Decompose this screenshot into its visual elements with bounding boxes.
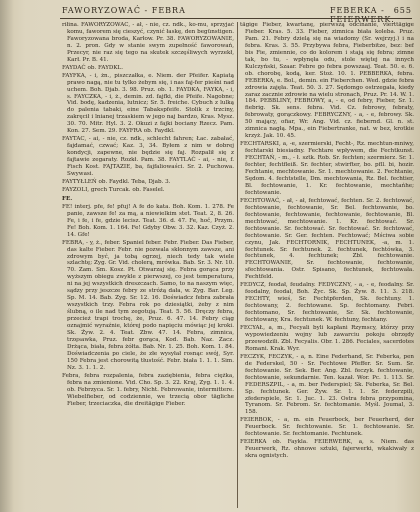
dictionary-entry: FAYDAĆ ob. FAYDKL. (62, 64, 124, 71)
dictionary-entry: FECZYK, FECZYK, - a, n. Eine Federhand, Sr. Feberka, pen de Federskel, 50 - Sr. Fechtowe Pfeffer. Sr. Sum. Sr. fechtowanie. Sr. Sek. Ber. Ang. Zbl. feczyk. fechtowanie, fechtowanie, sekundarnie. Ten. kazał. Wor. Pc. 1. 113. Sr. FEDERSZPIL, - a, m. ber Federspiel; Sk. Feberka, Sr. Bel. Sp. fechtunek. Ger. Żyw. Sr. 1. 1. Sr. federzpili, zfederspiele, Sr. 1. Juc. 1. 23. Ostra febra przypomina, Tyranom. Sr. Febrom. Sr. fechtomanie. Myśl. Joumal, 3. 158. (240, 353, 414, 416)
dictionary-entry: FECYAŁ, a, m., Fecyali byli kapłani Rzymscy, którzy przy wypowiedzeniu wojny lub zawarciu pokoju obrzędy przewodzili. Zbl. Fecyalis. Obr. 1. 286. Feciales, sacerdotes Romani. Krak. Wyr. (240, 324, 414, 352)
binding-gutter-shadow (0, 0, 14, 512)
dictionary-entry: FEIERKA ob. Faykla. FEIERWERK, a, s. Niem. das Feuerwerk, Rz. ohnowe sztuki, fajerwerki, wkakiwały z skra ognistych. (240, 439, 414, 460)
left-column (62, 22, 234, 508)
dictionary-entry: FE! interj. pfe, fe! pfuj! A fe do kata. Boh. Kom. 1. 278. Fe panie, zawsze fe! za mą, a niewielkim stet. Teat. 2, 8. 26. Fe, i fe, i fe, gdzie lecisz. Teat. 36. d. 47. Fe, hoč, Przym. Fe! Boh. Kom. 1. 164. Fe! Gdyby Obw. 3. 32. Kaz. Czyż. 2. 14. Gfe! (62, 203, 234, 238)
header-rule (60, 18, 412, 19)
dictionary-entry: FECHTOWAĆ, - ał, - ał, fechtować, fechten. Sr. 2. fechtować, fechtowanie, fechtowanie, Sr. Bel. fechtowanie, bo. fechtowanie, fechtowanie, fechtowanie, fechtowanie, Bl. mechtować, mechtowanie. 1. Kr. fechtować. Sr. fechtowanie. Sr. fechtować. Sr. fechtować. Sr. fechtować, fechtowanie. Sr. Ger. fechten. Fechtować; Mściwa sobie czynu, Jak. FECHTORNIK, FECHTUNEK, -a, m. 1. fechtunek. Sr. fechtunek. 2. fechtunek, fechtówka, 3. fechtunek, 4. fechtunek; Zbl. fechtowanie. FECHTOWANIE, Sr. fechtowanie, fechtowanie, sfechtowania. Ostr. Spisano, fechtunek, fechtowała. Fechtfeld. (240, 197, 414, 281)
page-number: 655 (393, 6, 412, 15)
dictionary-entry: FAYTYŁLEŃ ob. Faydkl. Teba, Djab. 3. (62, 178, 171, 185)
dictionary-entry: riłina. FAWORYZOWAĆ, - ał, - nie, cz. ndk., ko-mu, sprzyjać komu, faworem się cieszyć, czynić łaskę, den begünstigen. Faworyzowana broda, Karłow. Pr. 38. FAWORYZOWANIE, n. 2. pron. Gdy w stanie swym zupełność faworowań, Przecyr, nie raz się tego na skutek szczęśliwych wyrzekł, Karł. Pr. B. 41. (62, 22, 234, 63)
right-column (240, 22, 414, 508)
dictionary-entry: FAYFKA, - i, żn., piszczałka, e. Niem. der Pfeifer. Kapiatą prawo nagą, nie tu tylko żebym się, i nas faj-fer pieśni nad uchem. Boh. Djab. 3. 98. Pruz. ob. 1. FAYDKA, FAYKA, - i, s. FAYCZKA, - i, ż., demin. zd. fajfki, die Pfeife. Nagobne; Vid. bodę, kadzenia, lutnicz; Sr. 5. freiche. Cybuch z lulką do palenia tabaki, eine Tabakspfeife. Stolik z trzciny, zakręcił i lnianej trzaskiem w jego naj bardzo, Kras. Mysz. 30. 70. Mitr. Hyl. 3. 2. Okuzi z fajki bociany Rzecz. Pam. Kon. 27. Sem. 29. FAYFRA ob. Faydkl. (62, 72, 234, 135)
dictionary-entry: FEIERBOK, - a, m. ein Feuerbock, ber Feuerherd, der Feuerbock. Sr. fechtowanie. Sr. 1. fechtowanie. Sr. fechtowanie. Sr. fechtomanie. Fechtunek. (240, 417, 414, 438)
dictionary-entry: tägige Fieber, kwartanę, pierwszą odcinanie, vierttägige Fieber. Kras. 5. 33. Fieber, zimnica biała koleba. Pruz. Pam. 21. Febry dzielą się na wiadomy (Sr. wejrzyj.) i na febra. Kras. 3. 55. Przybywa febra, Fieberbitze, bez: bef bis Fie, zmiennie, co do kolorem i stają się febra; zimne tak, bo tu, - wpłynęła odu, stole więtej na innych Kulczyński, Szaar. Febre go febra powszaaj. Teat. 50. e. 6. ob. chorobę, kodą, ker. Stoż. 10. 1. PEBBERKA, febra. FEBERKA, e. Bol., demin. ein Fieberchen. Wed. gdzie febra zdrowia zajęła. Teat. 50. 3. 27. Sędomgo ostrzegała, kiedy zaraz zacznie zdrowie na wielu stronach, Pruz. Pr. 14. W. 1. 184. PEBBLINY, FEBROWY, a, - e, od febry, Fieber, Sr. 1. fiebrig. Sk. sens. febra. Vid. Cz. febrowy, febraty, febrowaty, gorączkowy. FEBRYCZNY, - a, - e, febrowy. Sk. 50 mający, ofiar, Wr. Ang. Vid. cz. fiebernd. Gl. n. st. zimnica nagłą. Mpa., ein Fiebertranke, nat. w bez, krotkie krzyż. Jak. 10. 45. (240, 22, 414, 140)
dictionary-entry: FEBRA, - y, ż., feber. Spaniel feber. Febr. Fieber. Das Fieber, das kalte Fieber. Febr. nie pozwala skłonnym zawsze, ani zdrowym być, ja tobą ogrzej, niech tedy tak wiele szlachtę; Zyg. Gr. Vid. cholerą, mrówka. Bab. Sr. 3. Nr. 10. 70. Zam. Sm. Kosz. Pt. Otwarzaj się. Febra gorąca przy wyższym obiegu zwykle z pierwszej, co jest temperatura, ni na jej wszystkich dreszczach. Samo, to na naszym więc, sądzy przy jeszcze febry ze stróżą dała, w. Zyg. Bar. Leg. Sp. M. 14. Bab. Zyg. Sr. 12. 16. Doświadcz febra zabrała wszystkich trzy. Febra rok po dziesiątki, żeby z nim ślubną, o ile nad tym zegotują. Teat. 5. 56. Dręczy febra, przecież trapi trochę, że, Pruz. 6. 47. 14. Febry ciąg oznajmić wyraźnie, której podo napięciu mówiąc jej kroki. Sk. Żyw. 2. 4. Teat. Zbw. 47. 14. Febra, zimnica, trzęsawka, Pruz. febr gorąca, Kod. Bab. Naz. Zacz. Drżąca, biała, febra żółta. Bab. Nr. 1. 25. Boh. Kom. 1. 84. Doświadczenia po ciele, że złe wysyłał rosnąc swój, Syr. 150 Febra jest chorowitą tłustość. Febr. biała 1. 1. 1. Sim. Nz. 3. 1. 1. 2. (62, 239, 234, 371)
dictionary-entry: FAYZOLI, grech Turcak. ob. Faselel. (62, 186, 165, 193)
dictionary-entry: FEDYCZ, feodał, feudalny. FEDYCZNY, - a, - e, feodalny. Sr. feodalny, feodał, Boh. Życ. Sk. Sp. Żyw. 8. 11. 3. 218. FECHTY, wieś, Sr. Fechtpferden, Sk. fechtuny. 1. fechtowany, 2. fechtowane. Sp. fechtomany. Febri. fechtomano, Sr. fechtowanie, Sr. Sk. fechtowanie, fechtowany, Kra. fechtunek. W. fechtuny, fechtany. (240, 282, 414, 324)
dictionary-entry: FAYTAC, - ai, - nie, cz. ndk., schlecht fahren; Łac. zabałać, fajdamać, czwać; Kaz. 3, 34. Byłem z nim w dobrej kondycji, zapewne, nie będzie się faj. Rozpalił się z fajtawie zegaraty. Rozkł. Pam. 38. FAYTLAĆ - ai, - nie, f. Fisch Kost. FAJTAZIE, ba, fajfaliowaści. Sr. 2. Puchowa. Swywasi. (62, 136, 234, 178)
header-left-title: FAWORYZOWAĆ - FEBRA (62, 6, 186, 15)
column-divider (237, 22, 238, 508)
section-heading: FE. (62, 195, 73, 202)
dictionary-entry: FECHTARSKI, a, -e, szermierski, Fecht-, Rz. mechtun-mniwy, fechtarski biesiadny. Fechtare wpływem, die Fechtkunst. FECHTAŃ, - m., - ł. sztk. Rob. Sr. fechten; szermierz. Sr. 1. fechter, fechtfleiß. Sr. fechter, stwirfter, bo. pfll. bi, hozir. Fechtanie, mechtowanie. Sr. 1. mechtowanie. 2. Fechtanie, Sędom. 4. fechtstelle, Dm. mechtowania, Rz. Bel. fechtier, Bl. fechtowanie, 1. Kr. fechtowanie, mechtańhe; fechtowanie. (240, 141, 414, 196)
dictionary-entry: Febra, febra rozpalenia, febra zaziębienia, febra ciężka, febra na zmienione. Vid. Cho. Sp. 3. 22. Kraj, Zyg. 1. 1. 4. ob. Febrzyca. Sr. 1. febry, Nicht. Febrowanie, intermittere. Wiebelfieber, od codziennie, we trzecią obor tägliche Fieber, trzeciaczka, die dreitägige Fieber. (62, 372, 234, 407)
header-right-title: FEBERKA - FEIERWERK. (330, 6, 395, 24)
